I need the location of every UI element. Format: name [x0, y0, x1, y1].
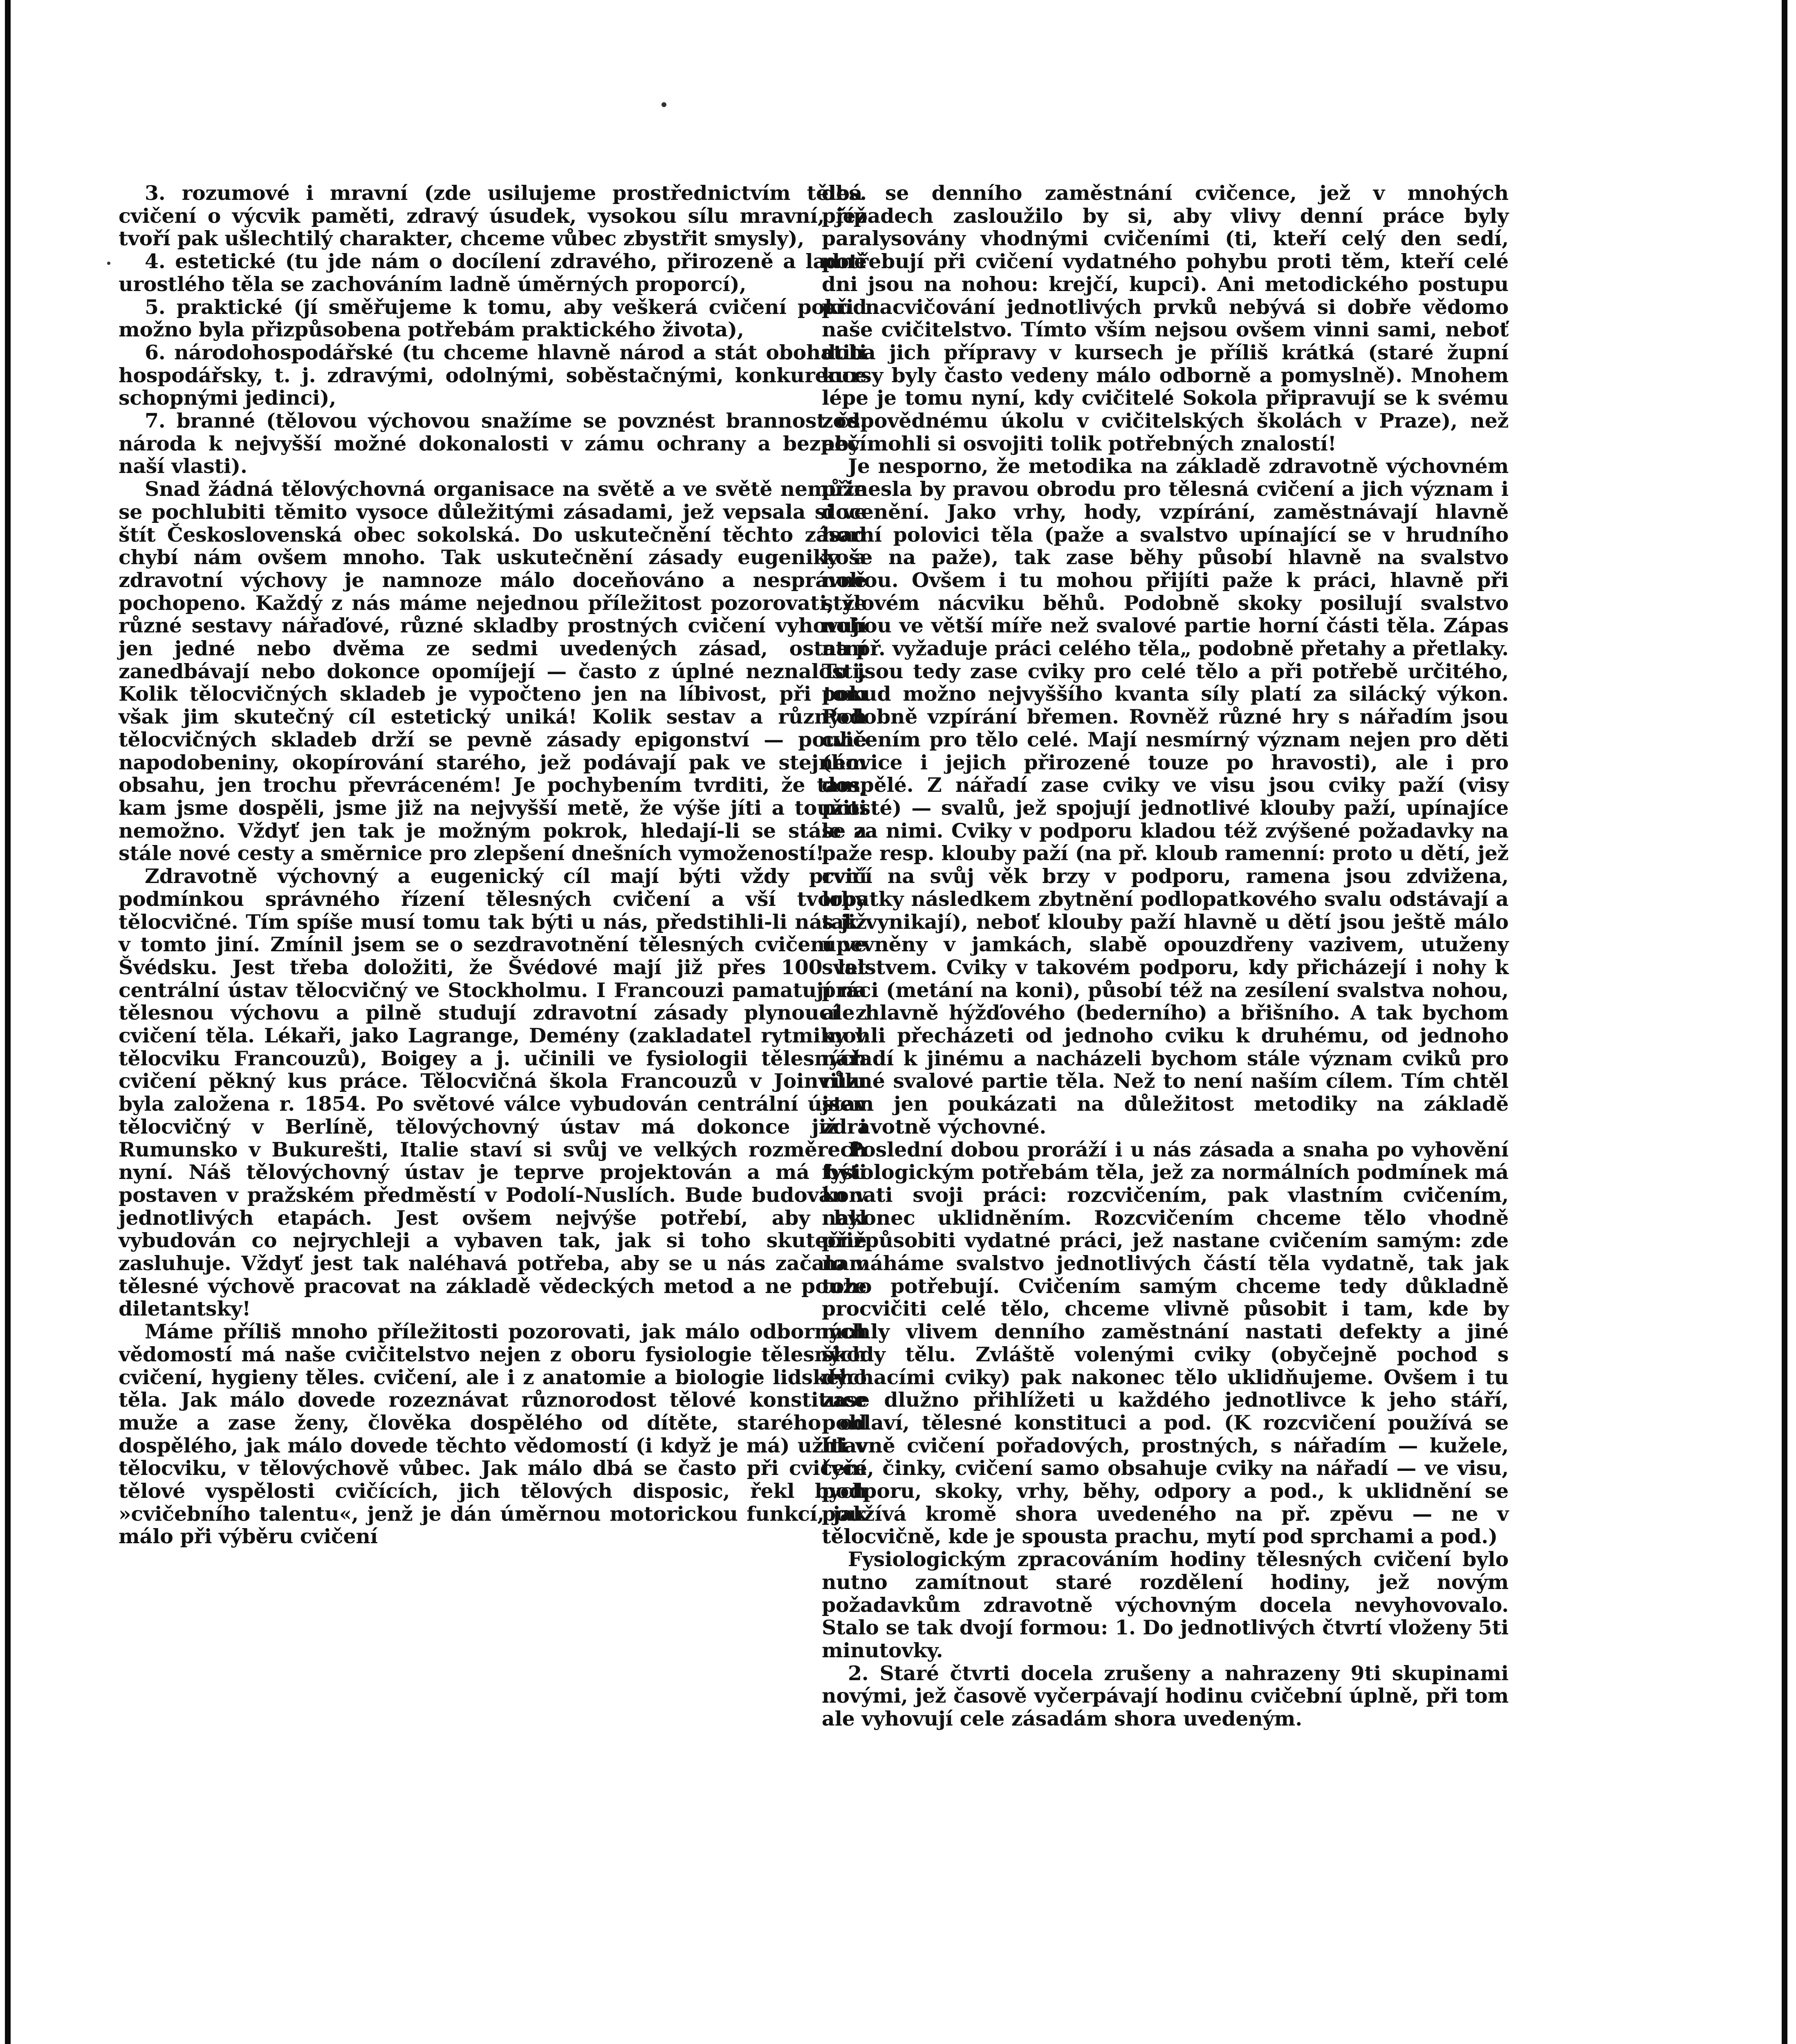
- paragraph: 3. rozumové i mravní (zde usilujeme prostřednictvím těles. cvičení o výcvik paměti, zdravý úsudek, vysokou sílu mravní, jež tvoří pak ušlechtilý charakter, chceme vůbec zbystřit smysly),: [119, 181, 867, 251]
- paragraph: Je nesporno, že metodika na základě zdravotně výchovném přinesla by pravou obrodu pro tělesná cvičení a jich význam i docenění. Jako vrhy, hody, vzpírání, zaměstnávají hlavně horní polovici těla (paže a svalstvo upínající se v hrudního koše na paže), tak zase běhy působí hlavně na svalstvo nohou. Ovšem i tu mohou přijíti paže k práci, hlavně při stylovém nácviku běhů. Podobně skoky posilují svalstvo nohou ve větší míře než svalové partie horní části těla. Zápas na př. vyžaduje práci celého těla„ podobně přetahy a přetlaky. To jsou tedy zase cviky pro celé tělo a při potřebě určitého, pokud možno nejvyššího kvanta síly platí za silácký výkon. Podobně vzpírání břemen. Rovněž různé hry s nářadím jsou cvičením pro tělo celé. Mají nesmírný význam nejen pro děti (hovice i jejich přirozené touze po hravosti), ale i pro dospělé. Z nářadí zase cviky ve visu jsou cviky paží (visy prosté) — svalů, jež spojují jednotlivé klouby paží, upínajíce se za nimi. Cviky v podporu kladou též zvýšené požadavky na paže resp. klouby paží (na př. kloub ramenní: proto u dětí, jež cvičí na svůj věk brzy v podporu, ramena jsou zdvižena, lopatky následkem zbytnění podlopatkového svalu odstávají a tak vynikají), neboť klouby paží hlavně u dětí jsou ještě málo upevněny v jamkách, slabě opouzdřeny vazivem, utuženy svalstvem. Cviky v takovém podporu, kdy přicházejí i nohy k práci (metání na koni), působí též na zesílení svalstva nohou, ale hlavně hýžďového (bederního) a břišního. A tak bychom mohli přecházeti od jednoho cviku k druhému, od jednoho nářadí k jinému a nacházeli bychom stále význam cviků pro různé svalové partie těla. Než to není naším cílem. Tím chtěl jsem jen poukázati na důležitost metodiky na základě zdravotně výchovné.: [822, 454, 1509, 1139]
- right-column: [822, 182, 1509, 1730]
- scan-dot: [661, 102, 666, 107]
- paragraph: 7. branné (tělovou výchovou snažíme se povznést brannost čs. národa k nejvyšší možné dokonalosti v zámu ochrany a bezpečí naší vlasti).: [119, 409, 867, 478]
- paragraph: 5. praktické (jí směřujeme k tomu, aby veškerá cvičení pokud možno byla přizpůsobena potřebám praktického života),: [119, 295, 867, 342]
- paragraph: Poslední dobou proráží i u nás zásada a snaha po vyhovění fysiologickým potřebám těla, jež za normálních podmínek má konati svoji práci: rozcvičením, pak vlastním cvičením, nakonec uklidněním. Rozcvičením chceme tělo vhodně přizpůsobiti vydatné práci, jež nastane cvičením samým: zde namáháme svalstvo jednotlivých částí těla vydatně, tak jak toho potřebují. Cvičením samým chceme tedy důkladně procvičiti celé tělo, chceme vlivně působit i tam, kde by mohly vlivem denního zaměstnání nastati defekty a jiné škody tělu. Zvláště volenými cviky (obyčejně pochod s dýchacími cviky) pak nakonec tělo uklidňujeme. Ovšem i tu zase dlužno přihlížeti u každého jednotlivce k jeho stáří, pohlaví, tělesné konstituci a pod. (K rozcvičení používá se hlavně cvičení pořadových, prostných, s nářadím — kužele, tyče, činky, cvičení samo obsahuje cviky na nářadí — ve visu, podporu, skoky, vrhy, běhy, odpory a pod., k uklidnění se používá kromě shora uvedeného na př. zpěvu — ne v tělocvičně, kde je spousta prachu, mytí pod sprchami a pod.): [822, 1137, 1509, 1549]
- paragraph: 2. Staré čtvrti docela zrušeny a nahrazeny 9ti skupinami novými, jež časově vyčerpávají hodinu cvičební úplně, při tom ale vyhovují cele zásadám shora uvedeným.: [822, 1661, 1509, 1731]
- left-column: [119, 182, 867, 1548]
- paragraph: 4. estetické (tu jde nám o docílení zdravého, přirozeně a ladně urostlého těla se zachováním ladně úměrných proporcí),: [119, 249, 867, 296]
- paragraph: 6. národohospodářské (tu chceme hlavně národ a stát obohatiti hospodářsky, t. j. zdravými, odolnými, soběstačnými, konkurence schopnými jedinci),: [119, 340, 867, 410]
- scan-dot: [107, 262, 110, 265]
- paragraph: Máme příliš mnoho příležitosti pozorovati, jak málo odborných vědomostí má naše cvičitelstvo nejen z oboru fysiologie tělesných cvičení, hygieny těles. cvičení, ale i z anatomie a biologie lidského těla. Jak málo dovede rozeznávat různorodost tělové konstituce muže a zase ženy, člověka dospělého od dítěte, starého od dospělého, jak málo dovede těchto vědomostí (i když je má) užíti v tělocviku, v tělovýchově vůbec. Jak málo dbá se často při cvičení tělové vyspělosti cvičících, jich tělových disposic, řekl bych »cvičebního talentu«, jenž je dán úměrnou motorickou funkcí, jak málo při výběru cvičení: [119, 1320, 867, 1549]
- paragraph: Zdravotně výchovný a eugenický cíl mají býti vždy první podmínkou správného řízení tělesných cvičení a vší tvorby tělocvičné. Tím spíše musí tomu tak býti u nás, předstihli-li nás již v tomto jiní. Zmínil jsem se o sezdravotnění tělesných cvičení ve Švédsku. Jest třeba doložiti, že Švédové mají již přes 100 let centrální ústav tělocvičný ve Stockholmu. I Francouzi pamatují na tělesnou výchovu a pilně studují zdravotní zásady plynoucí z cvičení těla. Lékaři, jako Lagrange, Demény (zakladatel rytmiky v tělocviku Francouzů), Boigey a j. učinili ve fysiologii tělesných cvičení pěkný kus práce. Tělocvičná škola Francouzů v Joinvillu byla založena r. 1854. Po světové válce vybudován centrální ústav tělocvičný v Berlíně, tělovýchovný ústav má dokonce již i Rumunsko v Bukurešti, Italie staví si svůj ve velkých rozměrech nyní. Náš tělovýchovný ústav je teprve projektován a má býti postaven v pražském předměstí v Podolí-Nuslích. Bude budován v jednotlivých etapách. Jest ovšem nejvýše potřebí, aby byl vybudován co nejrychleji a vybaven tak, jak si toho skutečně zasluhuje. Vždyť jest tak naléhavá potřeba, aby se u nás začalo v tělesné výchově pracovat na základě vědeckých metod a ne pouze diletantsky!: [119, 864, 867, 1321]
- paragraph: Fysiologickým zpracováním hodiny tělesných cvičení bylo nutno zamítnout staré rozdělení hodiny, jež novým požadavkům zdravotně výchovným docela nevyhovovalo. Stalo se tak dvojí formou: 1. Do jednotlivých čtvrtí vloženy 5ti minutovky.: [822, 1547, 1509, 1662]
- paragraph: dbá se denního zaměstnání cvičence, jež v mnohých případech zasloužilo by si, aby vlivy denní práce byly paralysovány vhodnými cvičeními (ti, kteří celý den sedí, potřebují při cvičení vydatného pohybu proti těm, kteří celé dni jsou na nohou: krejčí, kupci). Ani metodického postupu při nacvičování jednotlivých prvků nebývá si dobře vědomo naše cvičitelstvo. Tímto vším nejsou ovšem vinni sami, neboť doba jich přípravy v kursech je příliš krátká (staré župní kursy byly často vedeny málo odborně a pomyslně). Mnohem lépe je tomu nyní, kdy cvičitelé Sokola připravují se k svému zodpovědnému úkolu v cvičitelských školách v Praze), než aby mohli si osvojiti tolik potřebných znalostí!: [822, 181, 1509, 455]
- paragraph: Snad žádná tělovýchovná organisace na světě a ve světě nemůže se pochlubiti těmito vysoce důležitými zásadami, jež vepsala si ve štít Československá obec sokolská. Do uskutečnění těchto zásad chybí nám ovšem mnoho. Tak uskutečnění zásady eugeniky a zdravotní výchovy je namnoze málo doceňováno a nesprávně pochopeno. Každý z nás máme nejednou příležitost pozorovati, že různé sestavy nářaďové, různé skladby prostných cvičení vyhovují jen jedné nebo dvěma ze sedmi uvedených zásad, ostatní zanedbávají nebo dokonce opomíjejí — často z úplné neznalosti. Kolik tělocvičných skladeb je vypočteno jen na líbivost, při tom však jim skutečný cíl estetický uniká! Kolik sestav a různých tělocvičných skladeb drží se pevně zásady epigonství — pouhé napodobeniny, okopírování starého, jež podávají pak ve stejném obsahu, jen trochu převráceném! Je pochybením tvrditi, že tam, kam jsme dospěli, jsme již na nejvyšší metě, že výše jíti a toužiti nemožno. Vždyť jen tak je možným pokrok, hledají-li se stále a stále nové cesty a směrnice pro zlepšení dnešních vymožeností!: [119, 477, 867, 865]
